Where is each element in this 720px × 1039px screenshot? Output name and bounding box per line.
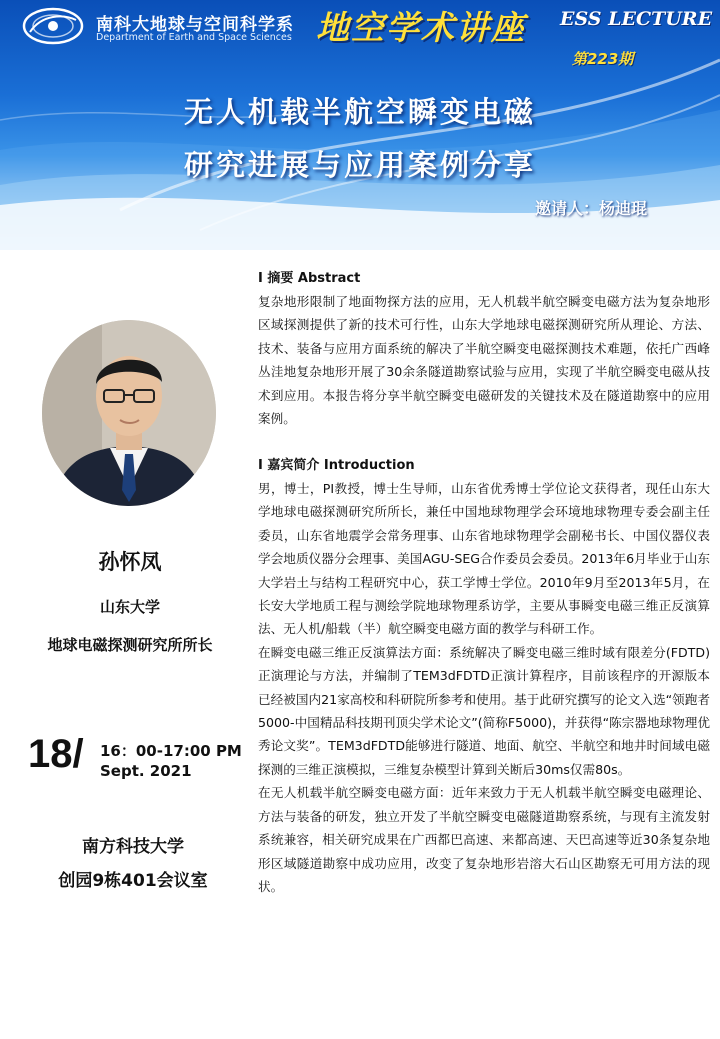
introduction-heading: I 嘉宾简介 Introduction (258, 458, 415, 473)
sustech-ess-logo-icon (22, 6, 84, 46)
abstract-text: 复杂地形限制了地面物探方法的应用，无人机载半航空瞬变电磁方法为复杂地形区域探测提供了新的技术可行性，山东大学地球电磁探测研究所从理论、方法、技术、装备与应用方面系统的解决了半航空瞬变电磁探测技术难题，依托广西峰丛洼地复杂地形开展了30余条隧道勘察试验与应用，实现了半航空瞬变电磁从技术到应用。本报告将分享半航空瞬变电磁研发的关键技术及在隧道勘察中的应用案例。 (258, 294, 710, 427)
talk-title-line-2: 研究进展与应用案例分享 (183, 148, 536, 182)
department-name-cn: 南科大地球与空间科学系 (96, 15, 294, 35)
inviter: 邀请人：杨迪琨 (535, 199, 648, 218)
header-banner (0, 0, 720, 250)
event-date: Sept. 2021 (100, 762, 192, 780)
abstract-heading: I 摘要 Abstract (258, 271, 361, 286)
event-time: 16：00-17:00 PM (100, 742, 242, 760)
venue-room: 创园9栋401会议室 (58, 871, 208, 891)
speaker-portrait-icon (42, 320, 216, 506)
intro-paragraph: 男，博士，PI教授，博士生导师，山东省优秀博士学位论文获得者，现任山东大学地球电磁探测研究所所长，兼任中国地球物理学会环境地球物理专委会副主任委员，山东省地震学会常务理事、山东省地球物理学会副秘书长、中国仪器仪表学会地质仪器分会理事、美国AGU-SEG合作委员会委员。2013年6月毕业于山东大学岩土与结构工程研究中心，获工学博士学位。2010年9月至2013年5月，在长安大学地质工程与测绘学院地球物理系访学，主要从事瞬变电磁三维正反演算法、无人机/船载（半）航空瞬变电磁方面的教学与科研工作。 (258, 481, 710, 637)
event-day: 18/ (28, 732, 84, 776)
venue-institution: 南方科技大学 (82, 837, 184, 857)
intro-paragraph: 在无人机载半航空瞬变电磁方面：近年来致力于无人机载半航空瞬变电磁理论、方法与装备的研发，独立开发了半航空瞬变电磁隧道勘察系统，与现有主流发射系统兼容，相关研究成果在广西都巴高速、来都高速、天巴高速等近30条复杂地形区域隧道勘察中成功应用，改变了复杂地形岩溶大石山区勘察无可用方法的现状。 (258, 785, 710, 894)
lecture-series-title-en: ESS LECTURE (560, 8, 713, 30)
talk-title-line-1: 无人机载半航空瞬变电磁 (183, 95, 536, 129)
lecture-series-title: 地空学术讲座 (316, 8, 526, 47)
intro-paragraph: 在瞬变电磁三维正反演算法方面：系统解决了瞬变电磁三维时域有限差分(FDTD)正演理论与方法，并编制了TEM3dFDTD正演计算程序，目前该程序的开源版本已经被国内21家高校和科研院所参考和使用。基于此研究撰写的论文入选“领跑者5000-中国精品科技期刊顶尖学术论文”(简称F5000)，并获得“陈宗器地球物理优秀论文奖”。TEM3dFDTD能够进行隧道、地面、航空、半航空和地井时间域电磁探测的三维正演模拟，三维复杂模型计算到关断后30ms仅需80s。 (258, 644, 710, 777)
department-name-en: Department of Earth and Space Sciences (96, 32, 292, 43)
abstract-section (258, 268, 710, 430)
issue-number: 第223期 (572, 50, 634, 68)
speaker-affiliation: 山东大学 (99, 598, 160, 616)
speaker-name: 孙怀凤 (98, 550, 162, 574)
introduction-section (258, 455, 710, 898)
speaker-position: 地球电磁探测研究所所长 (47, 636, 213, 654)
